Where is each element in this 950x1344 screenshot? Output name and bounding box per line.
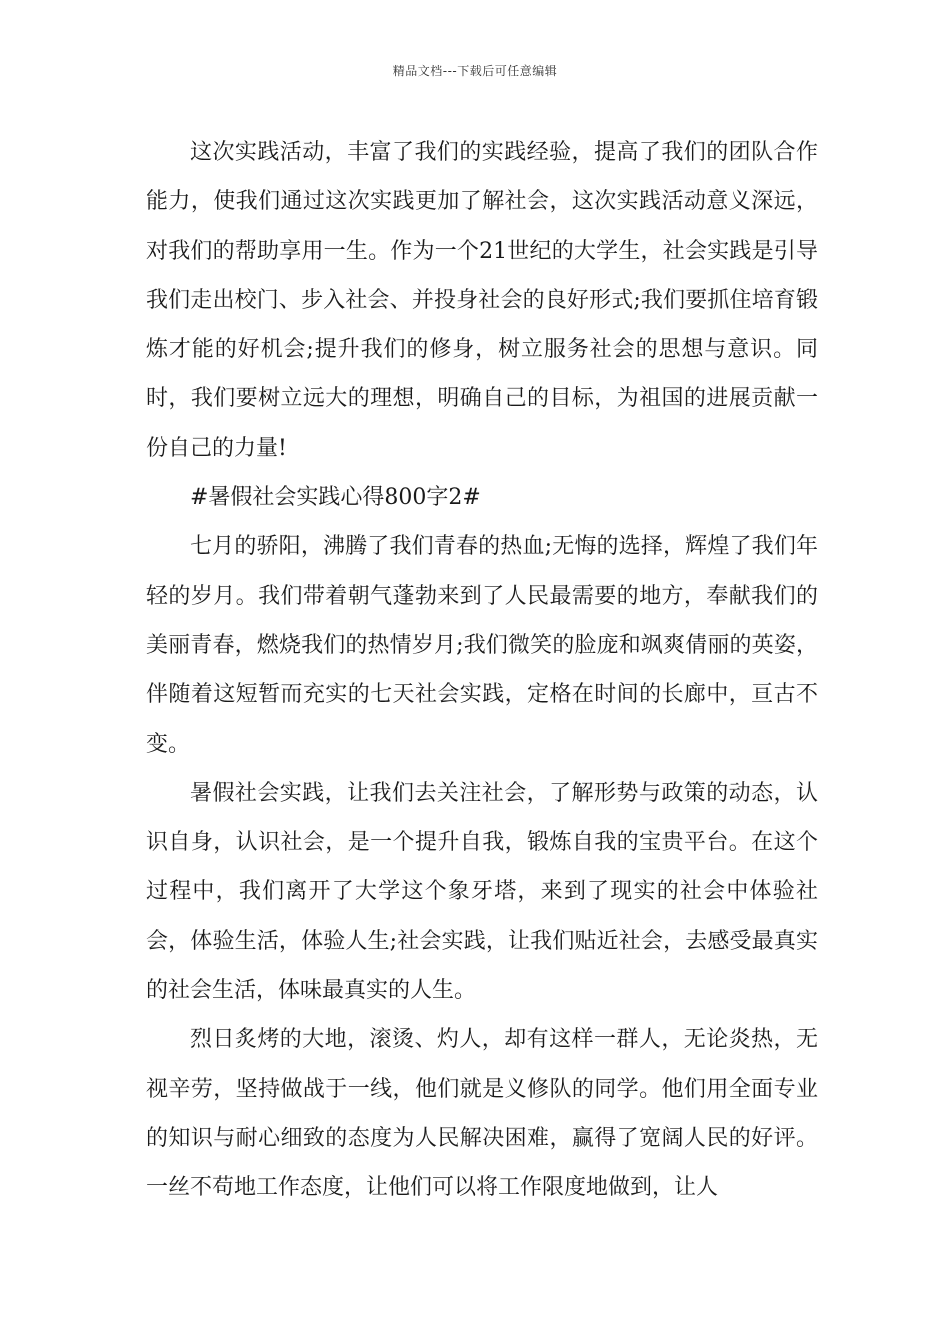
document-body bbox=[146, 128, 818, 1213]
paragraph: 暑假社会实践，让我们去关注社会，了解形势与政策的动态，认识自身，认识社会，是一个提升自我，锻炼自我的宝贵平台。在这个过程中，我们离开了大学这个象牙塔，来到了现实的社会中体验社会，体验生活，体验人生;社会实践，让我们贴近社会，去感受最真实的社会生活，体味最真实的人生。 bbox=[146, 780, 818, 1004]
paragraph: 七月的骄阳，沸腾了我们青春的热血;无悔的选择，辉煌了我们年轻的岁月。我们带着朝气蓬勃来到了人民最需要的地方，奉献我们的美丽青春，燃烧我们的热情岁月;我们微笑的脸庞和飒爽倩丽的英姿，伴随着这短暂而充实的七天社会实践，定格在时间的长廊中，亘古不变。 bbox=[146, 534, 818, 757]
section-heading: #暑假社会实践心得800字2# bbox=[190, 485, 481, 511]
page-header: 精品文档---下载后可任意编辑 bbox=[392, 64, 558, 78]
paragraph: 烈日炙烤的大地，滚烫、灼人，却有这样一群人，无论炎热，无视辛劳，坚持做战于一线，他们就是义修队的同学。他们用全面专业的知识与耐心细致的态度为人民解决困难，赢得了宽阔人民的好评。一丝不苟地工作态度，让他们可以将工作限度地做到，让人 bbox=[146, 1027, 818, 1201]
paragraph: 这次实践活动，丰富了我们的实践经验，提高了我们的团队合作能力，使我们通过这次实践更加了解社会，这次实践活动意义深远，对我们的帮助享用一生。作为一个21世纪的大学生，社会实践是引导我们走出校门、步入社会、并投身社会的良好形式;我们要抓住培育锻炼才能的好机会;提升我们的修身，树立服务社会的思想与意识。同时，我们要树立远大的理想，明确自己的目标，为祖国的进展贡献一份自己的力量! bbox=[146, 140, 818, 461]
